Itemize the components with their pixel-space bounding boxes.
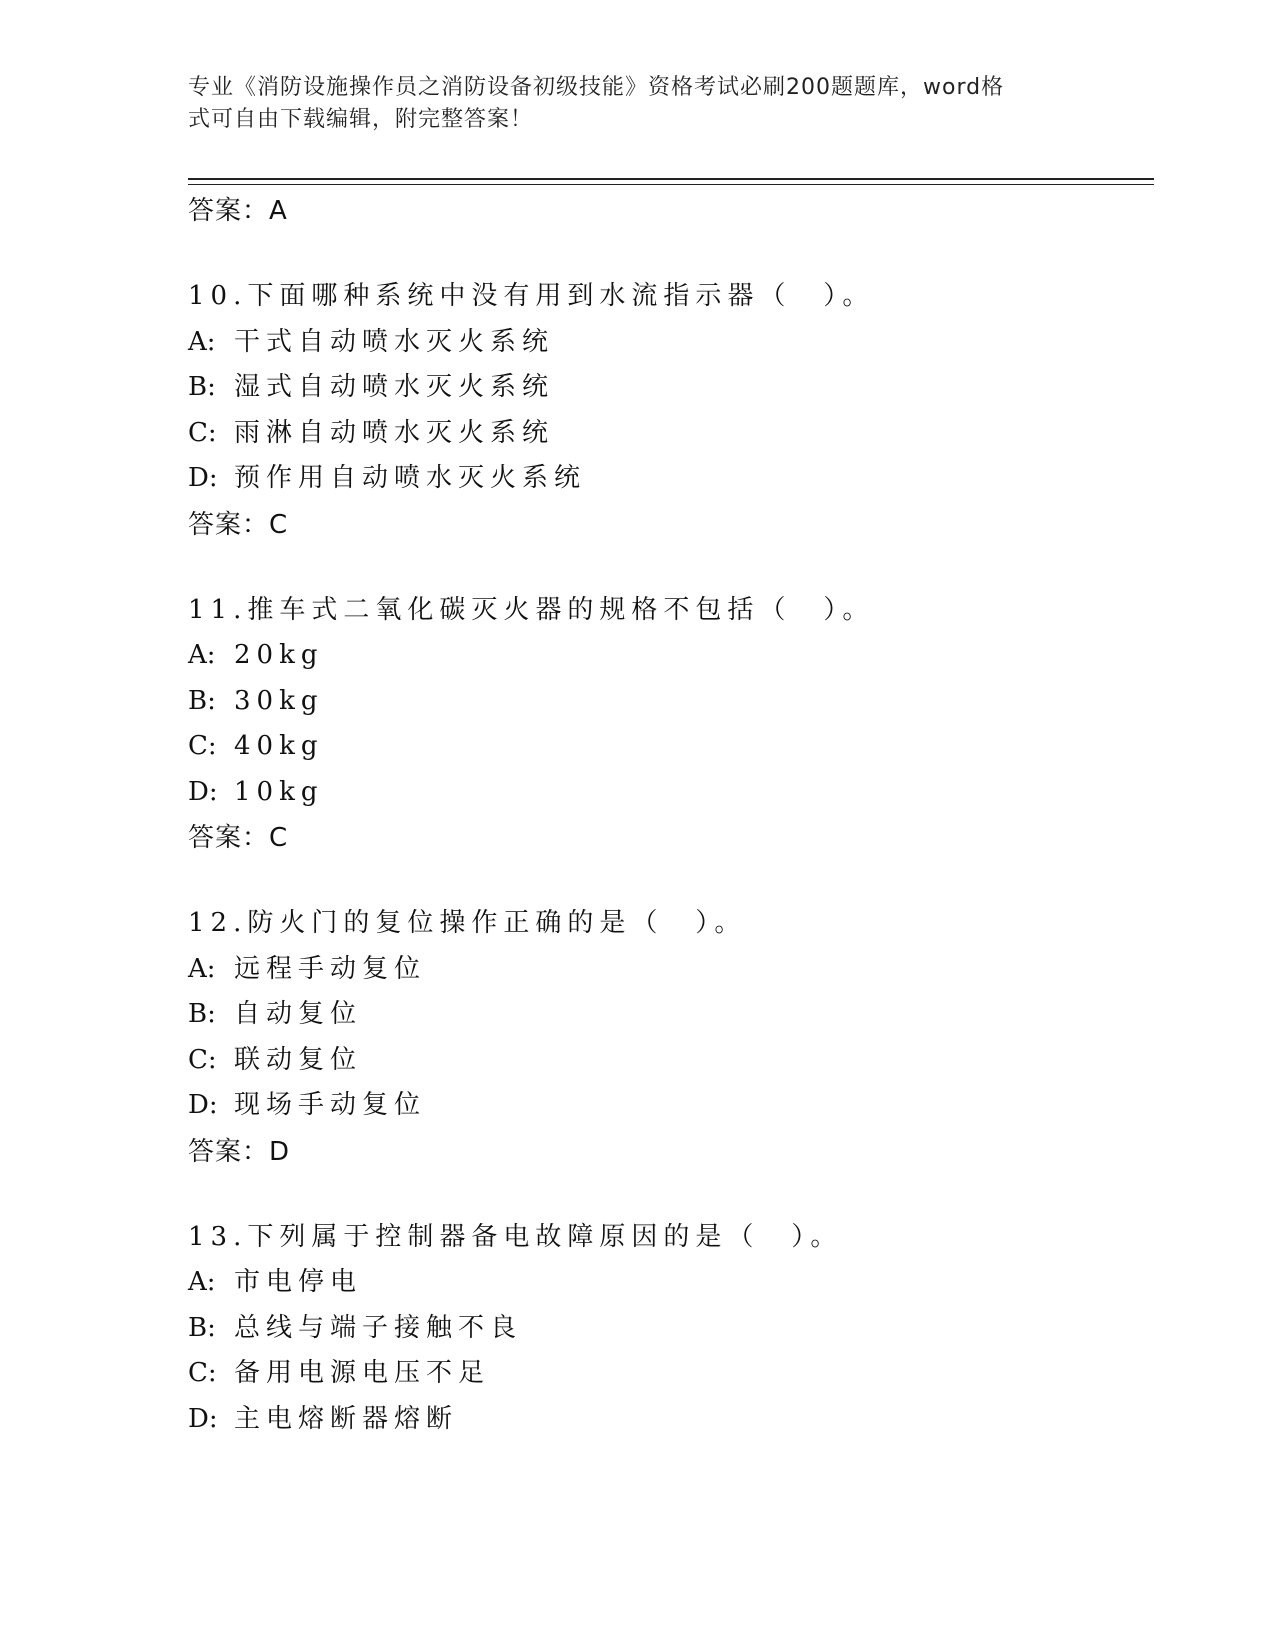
option-text: 30kg [234,685,324,716]
option-label: B: [188,1312,216,1343]
option-label: A: [188,640,216,670]
answer-line: 答案：A [188,196,288,226]
option-text: 主电熔断器熔断 [234,1403,459,1434]
option-a [188,1260,1154,1306]
option-text: 湿式自动喷水灭火系统 [234,372,555,402]
option-c [188,1351,1154,1397]
answer-line: 答案：C [188,509,289,540]
option-text: 20kg [234,640,324,670]
option-d [188,770,1154,816]
option-b [188,679,1154,725]
option-d [188,1083,1154,1129]
option-label: C: [188,1044,217,1075]
option-text: 40kg [234,731,324,761]
question-text: 12.防火门的复位操作正确的是（ ）。 [188,908,747,938]
header-line-2: 式可自由下载编辑，附完整答案！ [188,107,534,132]
question-11 [188,588,1154,862]
header-line-1: 专业《消防设施操作员之消防设备初级技能》资格考试必刷200题题库，word格 [188,75,1005,100]
option-c [188,1038,1154,1084]
question-13 [188,1215,1154,1443]
option-a [188,947,1154,993]
question-text: 11.推车式二氧化碳灭火器的规格不包括（ ）。 [188,594,875,625]
option-label: D: [188,463,218,493]
option-label: B: [188,372,216,402]
option-text: 总线与端子接触不良 [234,1312,523,1343]
header-divider-thin [188,184,1154,185]
question-text: 10.下面哪种系统中没有用到水流指示器（ ）。 [188,281,875,311]
option-c [188,411,1154,457]
option-text: 备用电源电压不足 [234,1358,491,1388]
option-label: B: [188,685,216,716]
question-12 [188,901,1154,1175]
option-label: C: [188,417,217,448]
option-label: A: [188,953,216,984]
option-text: 干式自动喷水灭火系统 [234,326,555,357]
answer-line: 答案：D [188,1136,291,1167]
question-text: 13.下列属于控制器备电故障原因的是（ ）。 [188,1221,843,1252]
option-text: 雨淋自动喷水灭火系统 [234,417,555,448]
option-text: 市电停电 [234,1267,363,1297]
document-header [188,72,1088,136]
option-text: 10kg [234,776,324,807]
option-b [188,992,1154,1038]
option-label: C: [188,731,217,761]
option-label: D: [188,776,218,807]
option-text: 现场手动复位 [234,1090,427,1120]
answer-line: 答案：C [188,823,289,853]
option-d [188,1397,1154,1443]
option-label: D: [188,1403,218,1434]
option-label: B: [188,999,216,1029]
option-label: C: [188,1358,217,1388]
option-label: D: [188,1090,218,1120]
question-list [188,188,1154,1482]
option-text: 联动复位 [234,1044,363,1075]
option-c [188,724,1154,770]
option-label: A: [188,1267,216,1297]
option-b [188,1306,1154,1352]
option-b [188,365,1154,411]
option-a [188,320,1154,366]
question-10 [188,274,1154,548]
option-text: 预作用自动喷水灭火系统 [234,463,587,493]
option-label: A: [188,326,216,357]
option-d [188,456,1154,502]
header-divider-thick [188,178,1154,180]
option-text: 自动复位 [234,999,363,1029]
option-a [188,633,1154,679]
option-text: 远程手动复位 [234,953,427,984]
